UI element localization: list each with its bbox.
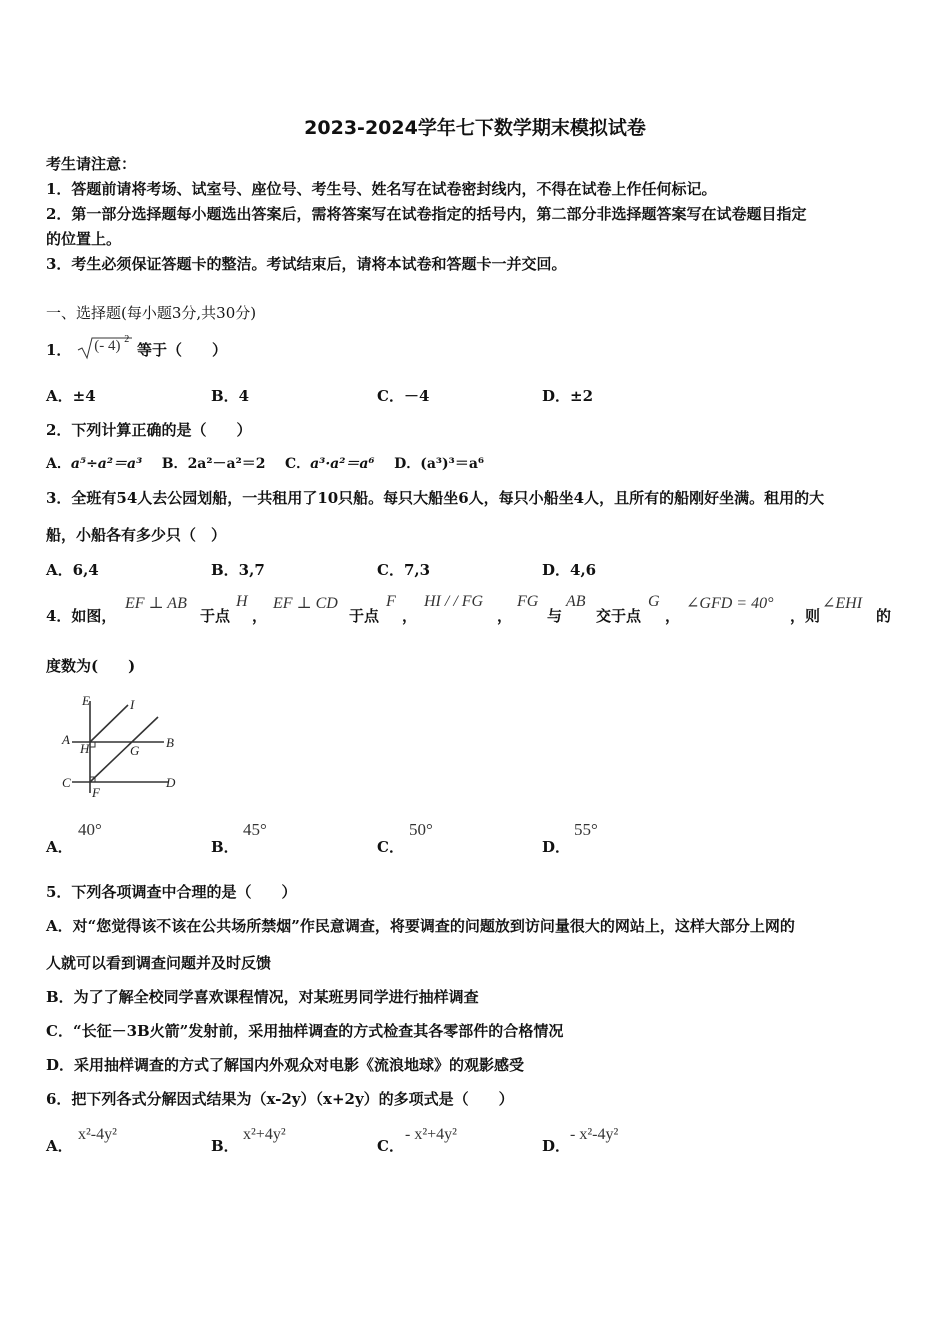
q4-option-a-value[interactable]: 40° [78, 820, 102, 839]
q4-option-c-value[interactable]: 50° [409, 820, 433, 839]
q2-option-a[interactable] [46, 456, 142, 472]
q3-option-b[interactable]: B．3,7 [211, 561, 265, 579]
q4-text-intersect: 交于点 [596, 607, 642, 625]
label-f: F [92, 785, 100, 800]
q4-math-angle-ehi: ∠EHI [822, 595, 863, 612]
geometry-figure [58, 693, 188, 805]
q4-option-c-label[interactable]: C． [377, 838, 404, 856]
q1-number: 1． [46, 341, 72, 359]
q5-option-a-cont[interactable]: 人就可以看到调查问题并及时反馈 [46, 954, 272, 972]
q6-stem: 6．把下列各式分解因式结果为（x-2y）（x+2y）的多项式是（ ） [46, 1090, 514, 1108]
q6-option-c-label[interactable]: C． [377, 1137, 404, 1155]
line-hi [90, 705, 128, 742]
q4-comma-3: ， [497, 607, 513, 625]
page-title: 2023-2024学年七下数学期末模拟试卷 [304, 117, 646, 139]
q4-option-d-label[interactable]: D． [542, 838, 571, 856]
q2-b-expr: 2a²－a²＝2 [187, 456, 266, 472]
q4-math-ef-perp-ab: EF ⊥ AB [125, 595, 187, 612]
q6-option-d-expr[interactable]: - x²-4y² [570, 1126, 619, 1143]
question-1 [46, 334, 228, 362]
q4-option-b-label[interactable]: B． [211, 838, 239, 856]
notice-item-2-cont: 的位置上。 [46, 230, 122, 248]
exponent: 2 [124, 334, 130, 345]
q2-d-expr: (a³)³＝a⁶ [420, 456, 485, 472]
q2-d-label: D． [394, 456, 421, 472]
label-e: E [82, 693, 90, 708]
q2-option-c[interactable] [285, 456, 375, 472]
line-fg [90, 717, 158, 782]
q2-c-label: C． [284, 456, 311, 472]
q4-option-b-value[interactable]: 45° [243, 820, 267, 839]
q4-math-hi-parallel-fg: HI / / FG [424, 593, 484, 610]
label-h: H [80, 741, 90, 756]
q4-comma-4: ， [665, 607, 681, 625]
label-b: B [166, 735, 174, 750]
q6-option-a-expr[interactable]: x²-4y² [78, 1126, 117, 1143]
q5-option-a[interactable]: A．对“您觉得该不该在公共场所禁烟”作民意调查，将要调查的问题放到访问量很大的网站上，这样大部分上网的 [46, 917, 795, 935]
q4-option-d-value[interactable]: 55° [574, 820, 598, 839]
label-a: A [62, 732, 70, 747]
q5-stem: 5．下列各项调查中合理的是（ ） [46, 883, 297, 901]
q4-math-ab: AB [566, 593, 586, 610]
q2-a-label: A． [46, 456, 71, 472]
q4-comma-2: ， [402, 607, 418, 625]
q2-c-expr: a³·a²＝a⁶ [310, 456, 375, 472]
q3-option-c[interactable]: C．7,3 [377, 561, 431, 579]
q4-math-h: H [236, 593, 248, 610]
label-i: I [130, 697, 135, 712]
q5-option-b[interactable]: B．为了了解全校同学喜欢课程情况，对某班男同学进行抽样调查 [46, 988, 479, 1006]
notice-item-3: 3．考生必须保证答题卡的整洁。考试结束后，请将本试卷和答题卡一并交回。 [46, 255, 567, 273]
q6-option-b-expr[interactable]: x²+4y² [243, 1126, 286, 1143]
label-g: G [130, 743, 140, 758]
q4-stem-line-2: 度数为( ) [46, 657, 136, 675]
q3-stem-line-2: 船，小船各有多少只（ ） [46, 526, 227, 544]
q6-option-b-label[interactable]: B． [211, 1137, 239, 1155]
q4-option-a-label[interactable]: A． [46, 838, 73, 856]
q2-option-b[interactable] [162, 456, 266, 472]
q6-option-c-expr[interactable]: - x²+4y² [405, 1126, 457, 1143]
q3-option-a[interactable]: A．6,4 [46, 561, 99, 579]
q6-option-d-label[interactable]: D． [542, 1137, 571, 1155]
q4-comma-1: ， [252, 607, 268, 625]
q1-stem: 等于（ ） [137, 341, 228, 359]
notice-item-1: 1．答题前请将考场、试室号、座位号、考生号、姓名写在试卷密封线内，不得在试卷上作任何标记。 [46, 180, 717, 198]
q4-text-at-point-2: 于点 [349, 607, 380, 625]
section-heading: 一、选择题(每小题3分,共30分) [46, 304, 257, 322]
q3-stem-line-1: 3．全班有54人去公园划船，一共租用了10只船。每只大船坐6人，每只小船坐4人，且所有的船刚好坐满。租用的大 [46, 489, 825, 507]
q6-option-a-label[interactable]: A． [46, 1137, 73, 1155]
q3-option-d[interactable]: D．4,6 [542, 561, 597, 579]
q1-option-d[interactable]: D．±2 [542, 387, 594, 405]
q2-options [46, 453, 484, 473]
label-c: C [62, 775, 71, 790]
sqrt-expression [76, 334, 132, 362]
q4-math-f: F [386, 593, 396, 610]
q5-option-c[interactable]: C．“长征－3B火箭”发射前，采用抽样调查的方式检查其各零部件的合格情况 [46, 1022, 564, 1040]
q4-text-of: 的 [876, 607, 892, 625]
q4-math-angle-gfd: ∠GFD = 40° [686, 595, 774, 612]
label-d: D [166, 775, 176, 790]
q4-math-ef-perp-cd: EF ⊥ CD [273, 595, 338, 612]
q4-text-then: ，则 [790, 607, 821, 625]
q4-prefix: 4．如图， [46, 607, 117, 625]
q4-math-g: G [648, 593, 660, 610]
q1-option-b[interactable]: B．4 [211, 387, 250, 405]
q2-a-expr: a⁵÷a²＝a³ [70, 456, 143, 472]
q1-option-a[interactable]: A．±4 [46, 387, 96, 405]
q4-text-and: 与 [547, 607, 563, 625]
q2-option-d[interactable] [394, 456, 484, 472]
q4-math-fg: FG [517, 593, 539, 610]
q4-text-at-point-1: 于点 [200, 607, 231, 625]
q5-option-d[interactable]: D．采用抽样调查的方式了解国内外观众对电影《流浪地球》的观影感受 [46, 1056, 525, 1074]
notice-item-2: 2．第一部分选择题每小题选出答案后，需将答案写在试卷指定的括号内，第二部分非选择题答案写在试卷题目指定 [46, 205, 807, 223]
q2-stem: 2．下列计算正确的是（ ） [46, 421, 252, 439]
q2-b-label: B． [161, 456, 188, 472]
radicand: (- 4) [94, 338, 121, 354]
notice-heading: 考生请注意： [46, 155, 137, 173]
q1-option-c[interactable]: C．－4 [377, 387, 430, 405]
